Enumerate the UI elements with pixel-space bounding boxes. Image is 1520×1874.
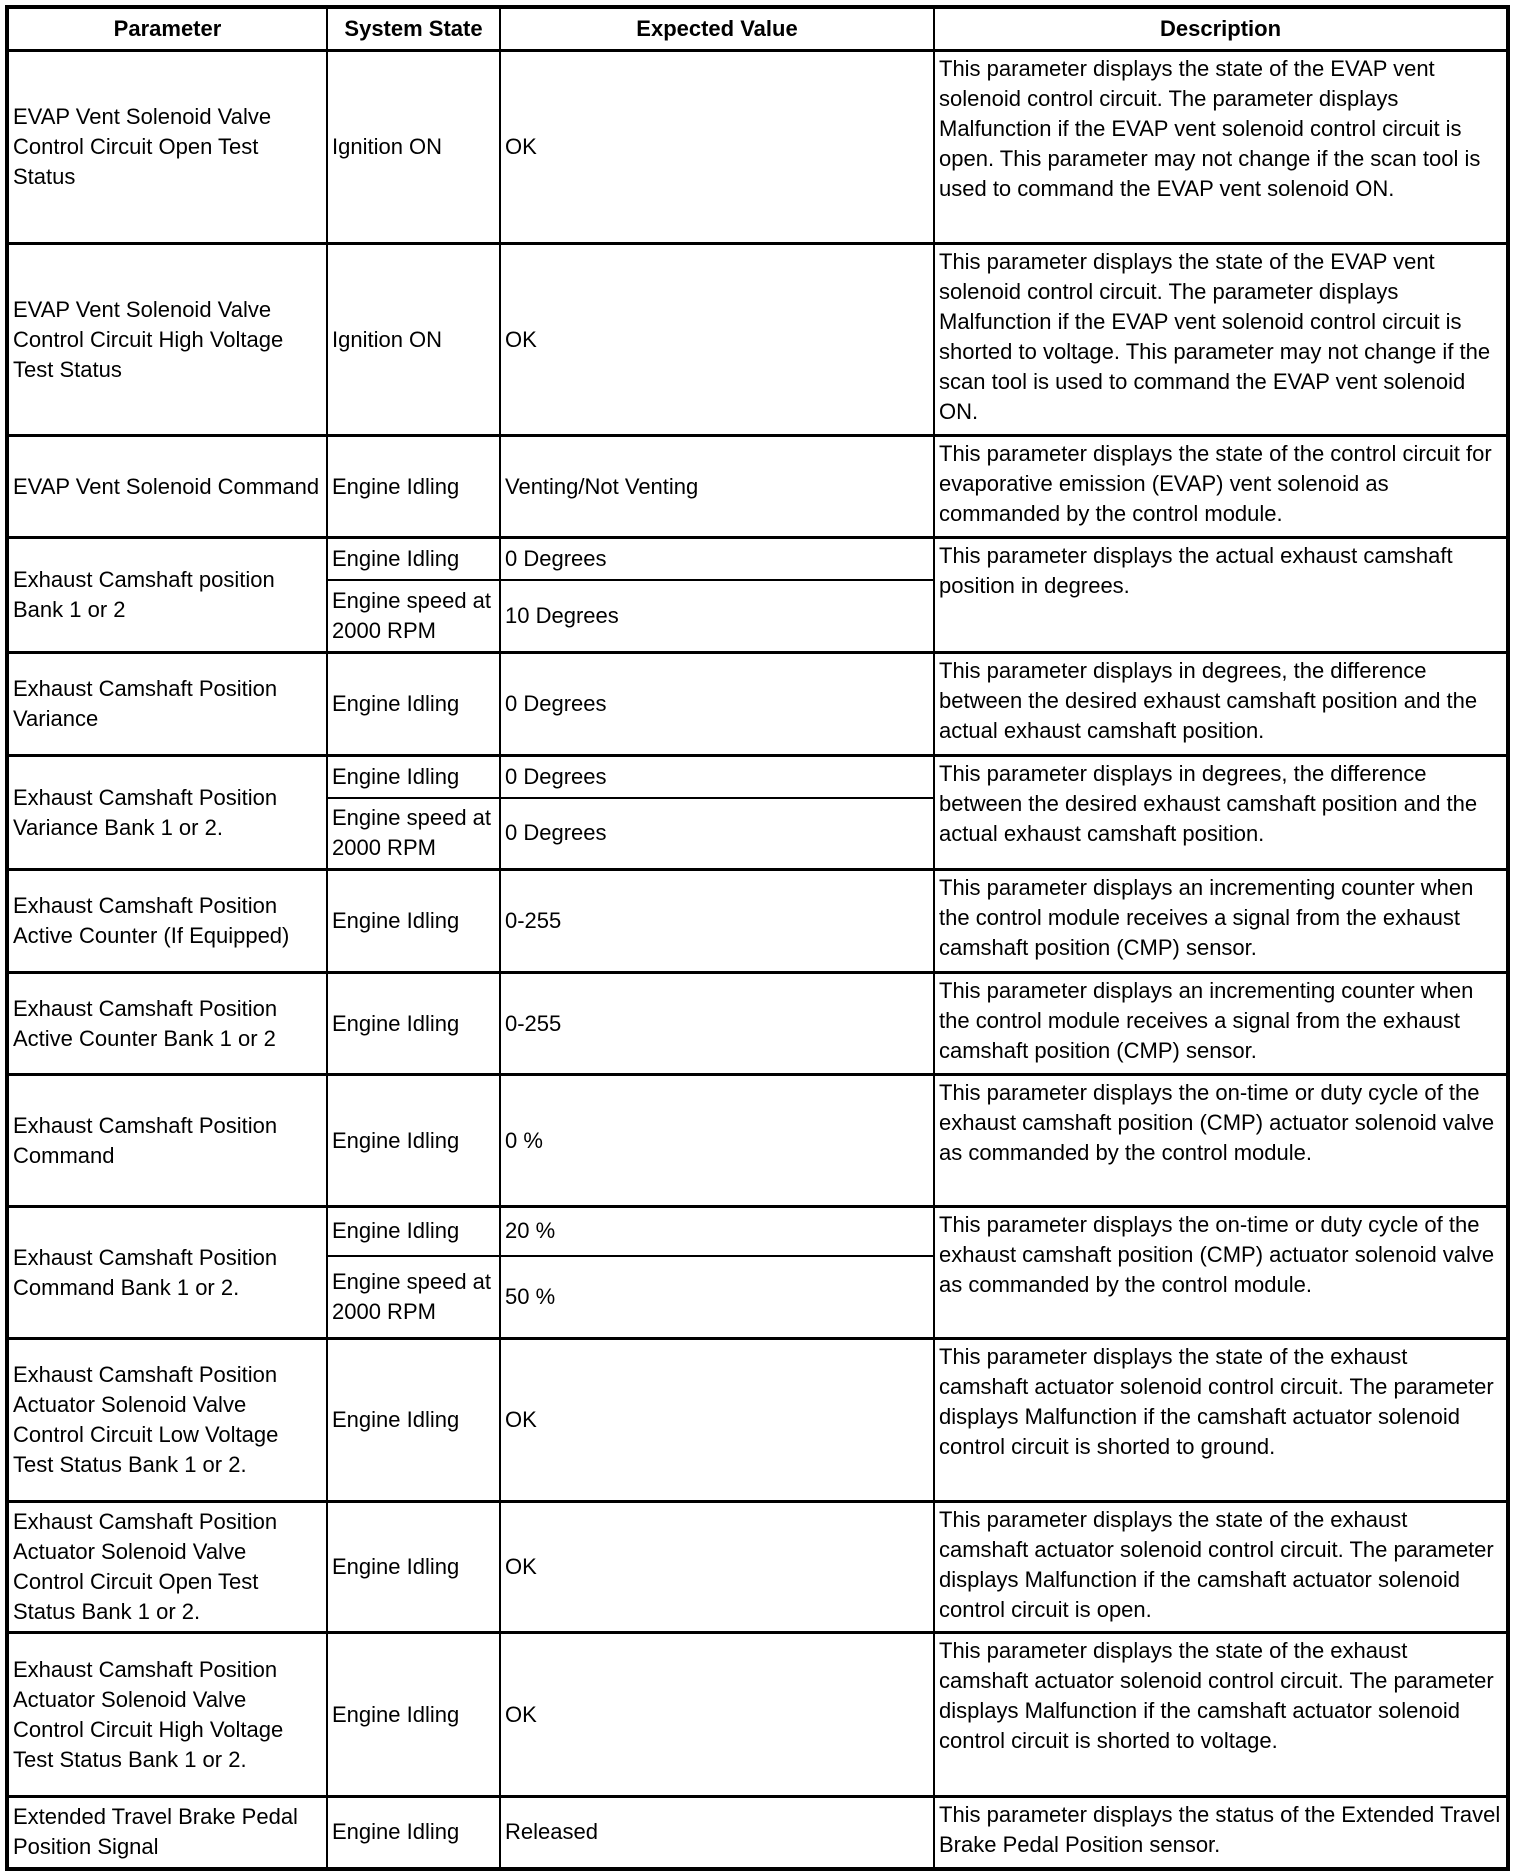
table-row [7,653,1508,756]
header-system-state: System State [327,7,500,51]
table-row [7,538,1508,580]
expected-value-cell: 0-255 [500,870,934,973]
parameter-cell: Exhaust Camshaft Position Actuator Solenoid Valve Control Circuit High Voltage Test Status Bank 1 or 2. [7,1633,327,1797]
header-row [7,7,1508,51]
table-row [7,1797,1508,1869]
system-state-cell: Engine Idling [327,1339,500,1502]
table-row [7,756,1508,798]
parameter-cell: Exhaust Camshaft position Bank 1 or 2 [7,538,327,653]
expected-value-cell: OK [500,1339,934,1502]
expected-value-cell: OK [500,1502,934,1633]
parameter-cell: Exhaust Camshaft Position Actuator Solenoid Valve Control Circuit Low Voltage Test Status Bank 1 or 2. [7,1339,327,1502]
table-row [7,973,1508,1075]
system-state-cell: Engine Idling [327,973,500,1075]
system-state-cell: Engine Idling [327,756,500,798]
table-row [7,1207,1508,1256]
description-cell: This parameter displays the state of the EVAP vent solenoid control circuit. The parameter displays Malfunction if the EVAP vent solenoid control circuit is open. This parameter may not change if the scan tool is used to command the EVAP vent solenoid ON. [934,51,1508,244]
parameter-cell: Exhaust Camshaft Position Active Counter Bank 1 or 2 [7,973,327,1075]
system-state-cell: Engine Idling [327,1502,500,1633]
system-state-cell: Engine Idling [327,653,500,756]
system-state-cell: Ignition ON [327,51,500,244]
description-cell: This parameter displays an incrementing counter when the control module receives a signal from the exhaust camshaft position (CMP) sensor. [934,870,1508,973]
description-cell: This parameter displays the on-time or duty cycle of the exhaust camshaft position (CMP) actuator solenoid valve as commanded by the control module. [934,1075,1508,1207]
parameter-cell: EVAP Vent Solenoid Valve Control Circuit Open Test Status [7,51,327,244]
table-row [7,1633,1508,1797]
expected-value-cell: 10 Degrees [500,580,934,653]
parameter-cell: Exhaust Camshaft Position Active Counter (If Equipped) [7,870,327,973]
header-parameter: Parameter [7,7,327,51]
parameter-cell: Exhaust Camshaft Position Command Bank 1 or 2. [7,1207,327,1339]
parameter-cell: Exhaust Camshaft Position Variance Bank 1 or 2. [7,756,327,870]
table-row [7,870,1508,973]
parameter-cell: EVAP Vent Solenoid Command [7,436,327,538]
table-row [7,1502,1508,1633]
parameter-cell: Exhaust Camshaft Position Command [7,1075,327,1207]
header-expected-value: Expected Value [500,7,934,51]
system-state-cell: Engine speed at 2000 RPM [327,580,500,653]
expected-value-cell: 0 Degrees [500,756,934,798]
description-cell: This parameter displays the state of the exhaust camshaft actuator solenoid control circuit. The parameter displays Malfunction if the camshaft actuator solenoid control circuit is shorted to voltage. [934,1633,1508,1797]
system-state-cell: Engine Idling [327,1207,500,1256]
description-cell: This parameter displays the state of the exhaust camshaft actuator solenoid control circuit. The parameter displays Malfunction if the camshaft actuator solenoid control circuit is open. [934,1502,1508,1633]
system-state-cell: Engine speed at 2000 RPM [327,1256,500,1339]
description-cell: This parameter displays the actual exhaust camshaft position in degrees. [934,538,1508,653]
table-row [7,244,1508,436]
expected-value-cell: 0 Degrees [500,798,934,870]
expected-value-cell: Released [500,1797,934,1869]
header-description: Description [934,7,1508,51]
parameter-table [5,5,1510,1871]
description-cell: This parameter displays the state of the EVAP vent solenoid control circuit. The parameter displays Malfunction if the EVAP vent solenoid control circuit is shorted to voltage. This parameter may not change if the scan tool is used to command the EVAP vent solenoid ON. [934,244,1508,436]
system-state-cell: Engine Idling [327,1633,500,1797]
description-cell: This parameter displays the status of the Extended Travel Brake Pedal Position sensor. [934,1797,1508,1869]
expected-value-cell: 0 % [500,1075,934,1207]
system-state-cell: Engine Idling [327,870,500,973]
system-state-cell: Engine speed at 2000 RPM [327,798,500,870]
expected-value-cell: 0 Degrees [500,653,934,756]
expected-value-cell: 0-255 [500,973,934,1075]
table-row [7,51,1508,244]
parameter-cell: Exhaust Camshaft Position Variance [7,653,327,756]
parameter-cell: EVAP Vent Solenoid Valve Control Circuit High Voltage Test Status [7,244,327,436]
description-cell: This parameter displays an incrementing counter when the control module receives a signal from the exhaust camshaft position (CMP) sensor. [934,973,1508,1075]
description-cell: This parameter displays in degrees, the difference between the desired exhaust camshaft position and the actual exhaust camshaft position. [934,653,1508,756]
description-cell: This parameter displays the state of the control circuit for evaporative emission (EVAP) vent solenoid as commanded by the control module. [934,436,1508,538]
expected-value-cell: 0 Degrees [500,538,934,580]
description-cell: This parameter displays the on-time or duty cycle of the exhaust camshaft position (CMP) actuator solenoid valve as commanded by the control module. [934,1207,1508,1339]
system-state-cell: Engine Idling [327,436,500,538]
parameter-cell: Extended Travel Brake Pedal Position Signal [7,1797,327,1869]
description-cell: This parameter displays in degrees, the difference between the desired exhaust camshaft position and the actual exhaust camshaft position. [934,756,1508,870]
expected-value-cell: OK [500,1633,934,1797]
expected-value-cell: OK [500,51,934,244]
system-state-cell: Engine Idling [327,1075,500,1207]
expected-value-cell: 20 % [500,1207,934,1256]
expected-value-cell: 50 % [500,1256,934,1339]
expected-value-cell: OK [500,244,934,436]
expected-value-cell: Venting/Not Venting [500,436,934,538]
system-state-cell: Ignition ON [327,244,500,436]
description-cell: This parameter displays the state of the exhaust camshaft actuator solenoid control circuit. The parameter displays Malfunction if the camshaft actuator solenoid control circuit is shorted to ground. [934,1339,1508,1502]
system-state-cell: Engine Idling [327,1797,500,1869]
table-row [7,436,1508,538]
table-row [7,1339,1508,1502]
table-row [7,1075,1508,1207]
system-state-cell: Engine Idling [327,538,500,580]
parameter-cell: Exhaust Camshaft Position Actuator Solenoid Valve Control Circuit Open Test Status Bank 1 or 2. [7,1502,327,1633]
